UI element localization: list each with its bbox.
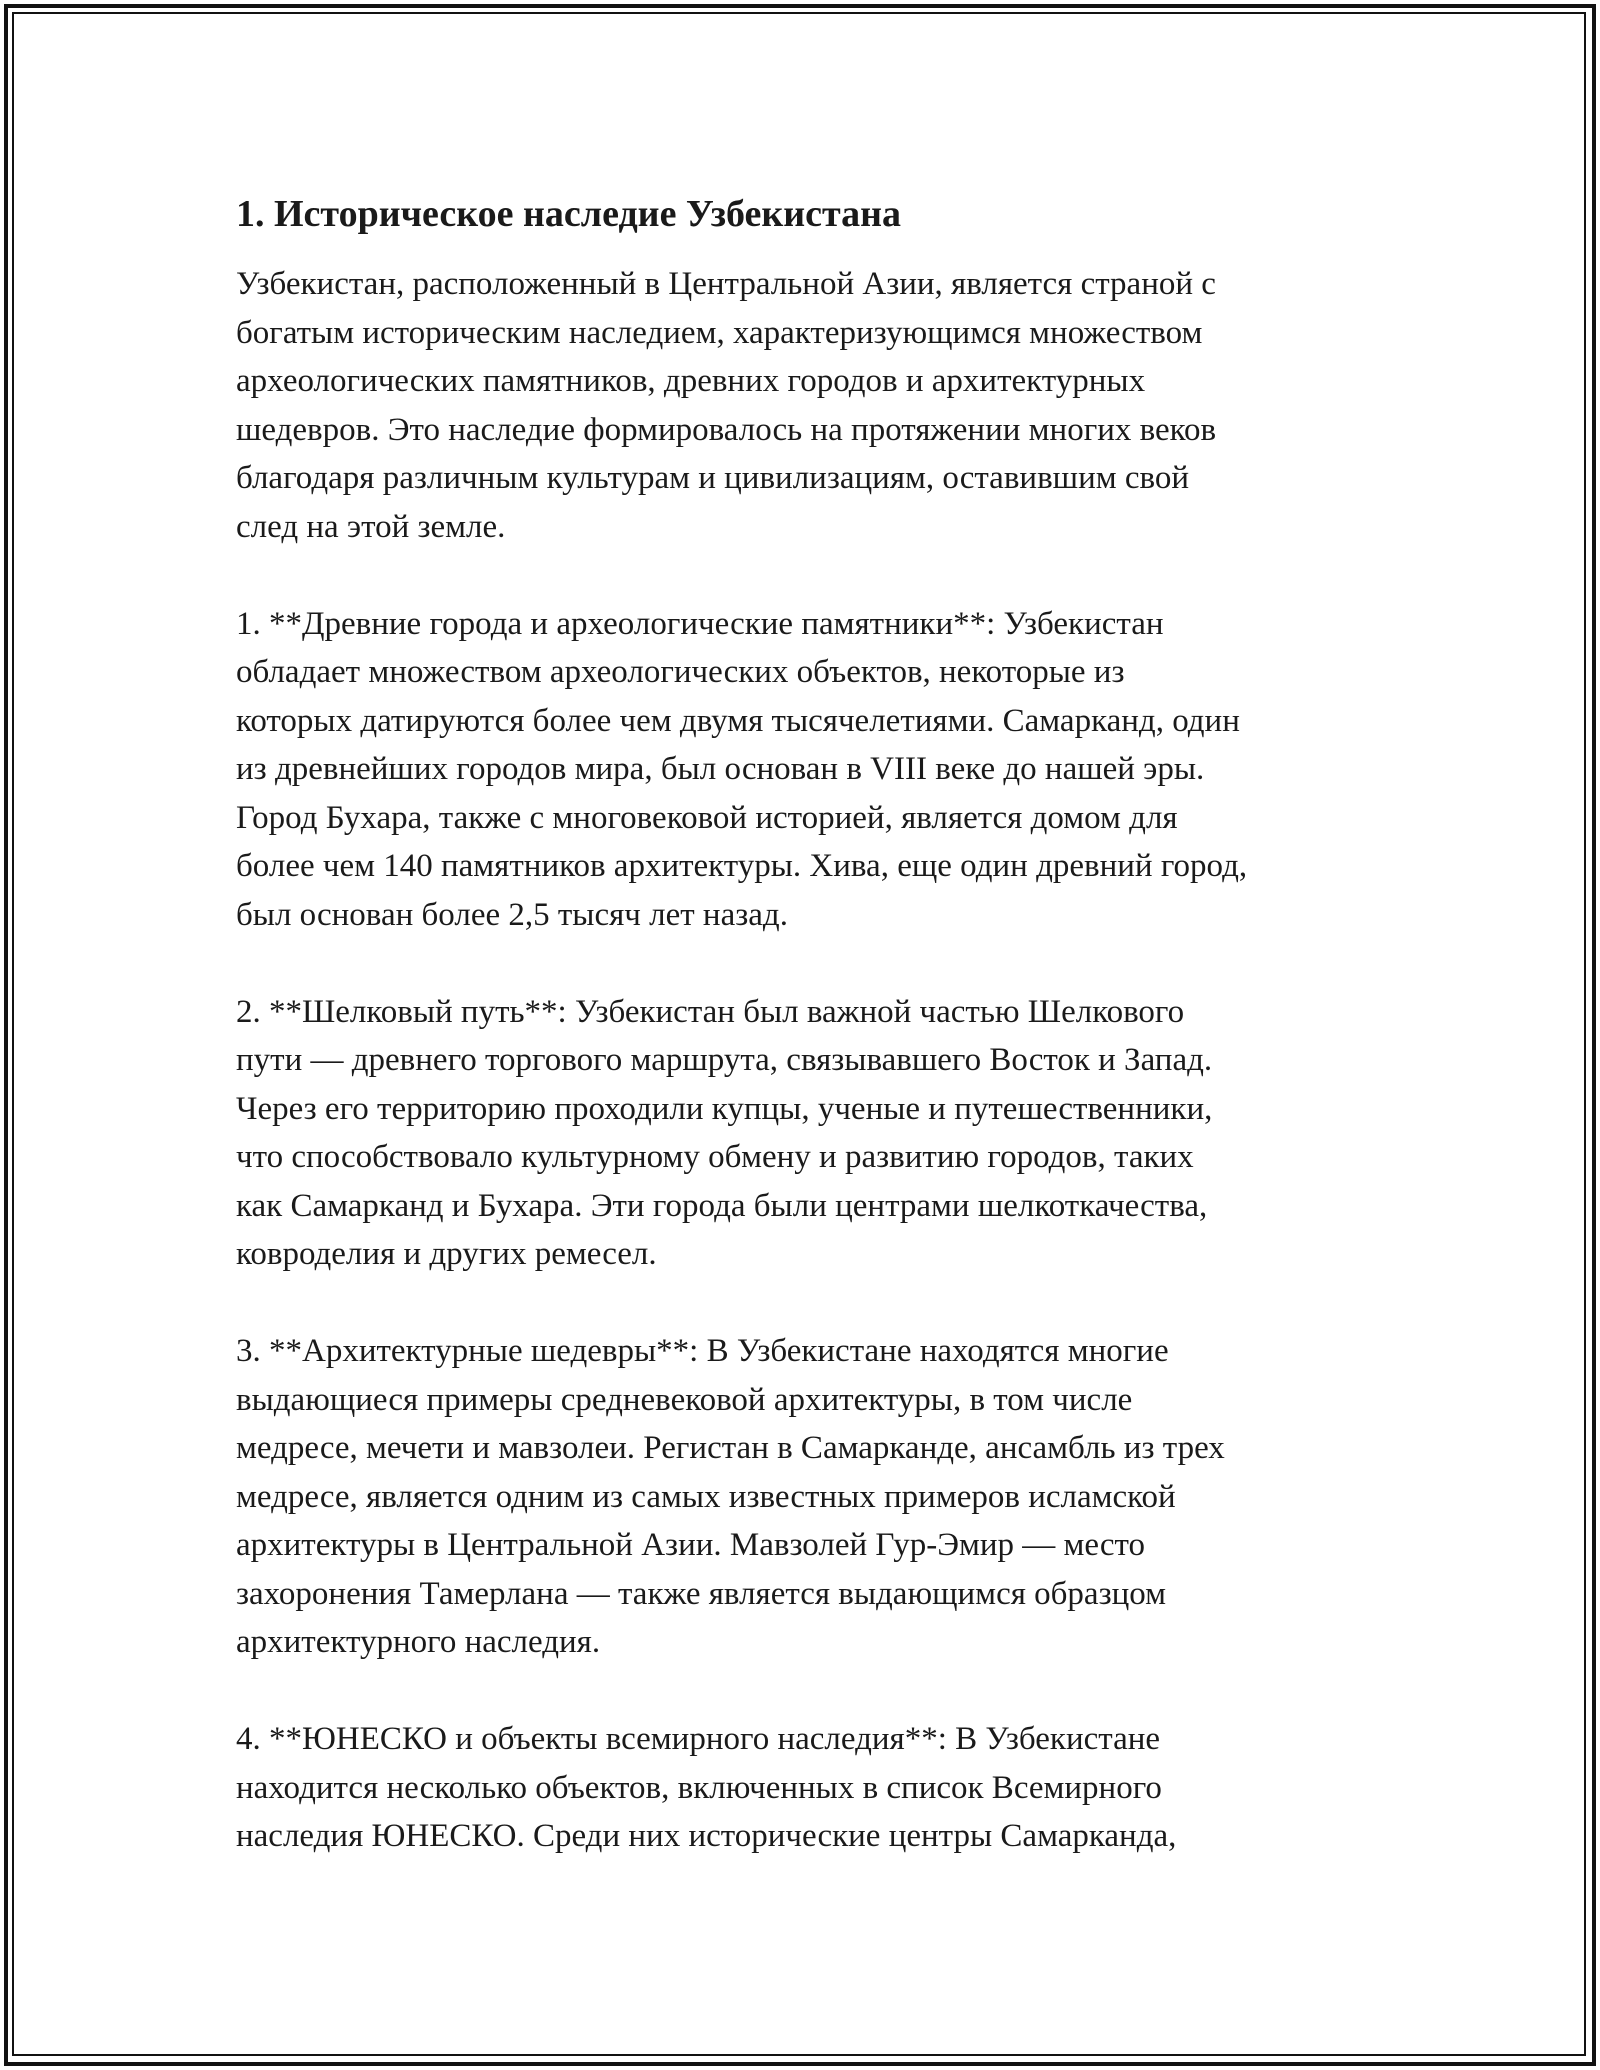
- paragraph-silk-road: 2. **Шелковый путь**: Узбекистан был важной частью Шелкового пути — древнего торгового маршрута, связывавшего Восток и Запад. Через его территорию проходили купцы, ученые и путешественники, что способствовало культурному обмену и развитию городов, таких как Самарканд и Бухара. Эти города были центрами шелкоткачества, ковроделия и других ремесел.: [236, 993, 1213, 1272]
- paragraph-architecture: 3. **Архитектурные шедевры**: В Узбекистане находятся многие выдающиеся примеры средневековой архитектуры, в том числе медресе, мечети и мавзолеи. Регистан в Самарканде, ансамбль из трех медресе, является одним из самых известных примеров исламской архитектуры в Центральной Азии. Мавзолей Гур-Эмир — место захоронения Тамерлана — также является выдающимся образцом архитектурного наследия.: [236, 1333, 1225, 1660]
- paragraph-unesco: 4. **ЮНЕСКО и объекты всемирного наследия**: В Узбекистане находится несколько объектов, включенных в список Всемирного наследия ЮНЕСКО. Среди них исторические центры Самарканда,: [236, 1721, 1177, 1854]
- intro-paragraph: Узбекистан, расположенный в Центральной Азии, является страной с богатым историческим наследием, характеризующимся множеством археологических памятников, древних городов и архитектурных шедевров. Это наследие формировалось на протяжении многих веков благодаря различным культурам и цивилизациям, оставившим свой след на этой земле.: [236, 266, 1217, 545]
- section-heading: 1. Историческое наследие Узбекистана: [236, 193, 902, 235]
- paragraph-ancient-cities: 1. **Древние города и археологические памятники**: Узбекистан обладает множеством археологических объектов, некоторые из которых датируются более чем двумя тысячелетиями. Самарканд, один из древнейших городов мира, был основан в VIII веке до нашей эры. Город Бухара, также с многовековой историей, является домом для более чем 140 памятников архитектуры. Хива, еще один древний город, был основан более 2,5 тысяч лет назад.: [236, 605, 1248, 933]
- document-body: [236, 186, 1376, 1861]
